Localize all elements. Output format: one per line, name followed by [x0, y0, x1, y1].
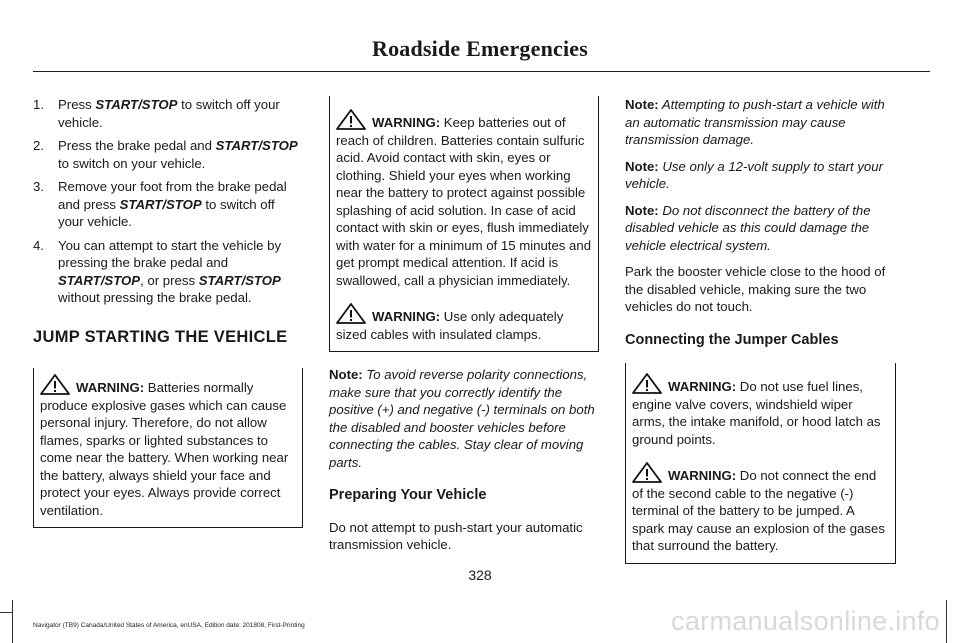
step-number: 4. [33, 237, 44, 253]
note-text: Use only a 12-volt supply to start your vehicle. [625, 158, 883, 191]
step-item [33, 96, 303, 131]
step-text [58, 97, 280, 130]
warning-label: WARNING: [372, 115, 441, 130]
body-paragraph: Do not attempt to push-start your automatic transmission vehicle. [329, 519, 583, 552]
column-1 [33, 96, 303, 528]
warning-label: WARNING: [668, 379, 737, 394]
footer-edition-info: Navigator (TB9) Canada/United States of America, enUSA, Edition date: 201808, First-Printing [33, 622, 305, 629]
step-item [33, 178, 303, 231]
note-paragraph [625, 202, 896, 255]
page-number: 328 [468, 567, 492, 583]
subheading-connecting: Connecting the Jumper Cables [625, 331, 839, 348]
warning-body: Keep batteries out of reach of children. Batteries contain sulfuric acid. Avoid contact with skin, eyes or clothing. Shield your eyes when working near the battery to protect against possible splashing of acid solution. In case of acid contact with skin or eyes, flush immediately with water for a minimum of 15 minutes and get prompt medical attention. If acid is swallowed, call a physician immediately. [336, 115, 592, 288]
warning-body: Use only adequately sized cables with insulated clamps. [336, 309, 564, 342]
button-name-emphasis: START/STOP [198, 272, 281, 288]
button-name-emphasis: START/STOP [95, 97, 178, 112]
column-3 [625, 96, 896, 564]
warning-label: WARNING: [372, 309, 441, 324]
note-label: Note: [625, 158, 659, 174]
page-title: Roadside Emergencies [371, 36, 589, 61]
warning-body: Do not connect the end of the second cable to the negative (-) terminal of the battery to be jumped. A spark may cause an explosion of the gases that surround the battery. [632, 468, 885, 553]
step-text [58, 138, 298, 171]
step-text [58, 238, 281, 306]
crop-mark [0, 612, 12, 613]
note-label: Note: [625, 202, 659, 218]
step-text-part: Press the brake pedal and [58, 138, 216, 153]
button-name-emphasis: START/STOP [58, 272, 141, 288]
warning-triangle-icon [632, 462, 662, 483]
warning-triangle-icon [336, 303, 366, 324]
warning-text [336, 109, 592, 289]
subheading-preparing: Preparing Your Vehicle [329, 487, 487, 503]
section-heading: JUMP STARTING THE VEHICLE [33, 327, 288, 346]
step-item [33, 237, 303, 307]
warning-box [33, 368, 303, 528]
step-text-part: without pressing the brake pedal. [58, 290, 252, 305]
note-paragraph [625, 96, 896, 149]
step-number: 1. [33, 97, 44, 112]
warning-label: WARNING: [668, 468, 737, 483]
warning-body: Do not use fuel lines, engine valve covers, windshield wiper arms, the intake manifold, or hood latch as ground points. [632, 379, 881, 447]
warning-text [336, 303, 592, 343]
note-text: Do not disconnect the battery of the disabled vehicle as this could damage the vehicle electrical system. [625, 202, 871, 253]
warning-text [632, 462, 889, 555]
header-rule [33, 71, 930, 72]
warning-triangle-icon [336, 109, 366, 130]
step-text-part: , or press [140, 272, 199, 288]
button-name-emphasis: START/STOP [215, 138, 298, 153]
note-label: Note: [625, 97, 659, 112]
step-number: 2. [33, 138, 44, 153]
column-2 [329, 96, 599, 563]
step-item [33, 137, 303, 172]
warning-text [632, 373, 889, 448]
note-label: Note: [329, 367, 363, 382]
warning-box [329, 96, 599, 352]
crop-mark [12, 600, 13, 643]
step-text [58, 179, 287, 229]
watermark: carmanualsonline.info [671, 606, 940, 636]
body-paragraph: Park the booster vehicle close to the hood of the disabled vehicle, making sure the two vehicles do not touch. [625, 264, 886, 314]
warning-box [625, 363, 896, 564]
step-text-part: You can attempt to start the vehicle by pressing the brake pedal and [58, 237, 282, 270]
warning-triangle-icon [40, 374, 70, 395]
step-number: 3. [33, 179, 44, 194]
button-name-emphasis: START/STOP [119, 196, 202, 212]
warning-triangle-icon [632, 373, 662, 394]
restart-steps-list [33, 96, 303, 307]
note-paragraph [625, 158, 896, 193]
warning-label: WARNING: [76, 380, 145, 395]
step-text-part: to switch on your vehicle. [58, 155, 206, 171]
step-text-part: to switch off your vehicle. [58, 196, 275, 229]
step-text-part: to switch off your vehicle. [58, 97, 280, 130]
note-text: To avoid reverse polarity connections, make sure that you correctly identify the positive (+) and negative (-) terminals on both the disabled and booster vehicles before connecting the cables. Stay clear of moving parts. [329, 367, 595, 470]
warning-text [40, 374, 296, 519]
note-paragraph [329, 366, 599, 471]
step-text-part: Press [58, 97, 96, 112]
note-text: Attempting to push-start a vehicle with an automatic transmission may cause transmission damage. [625, 97, 885, 147]
step-text-part: Remove your foot from the brake pedal and press [58, 179, 287, 212]
warning-body: Batteries normally produce explosive gases which can cause personal injury. Therefore, do not allow flames, sparks or lighted substances to come near the battery. When working near the battery, always shield your face and protect your eyes. Always provide correct ventilation. [40, 380, 289, 518]
crop-mark [946, 600, 947, 643]
